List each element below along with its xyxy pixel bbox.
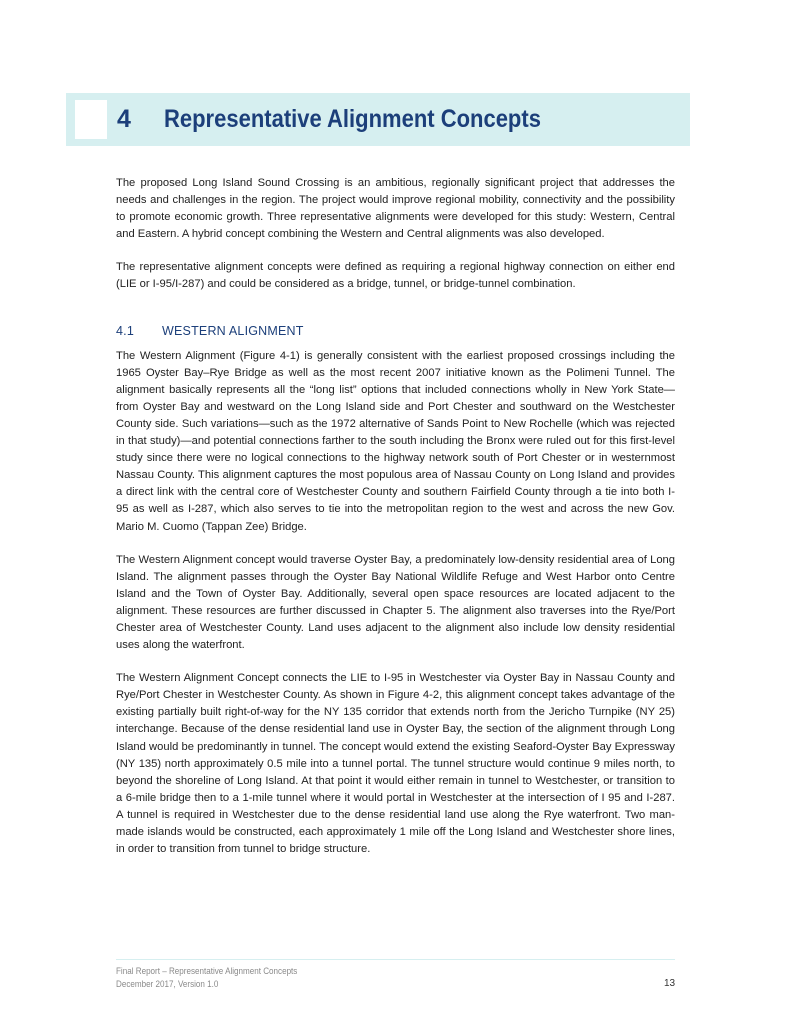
intro-paragraph-2: The representative alignment concepts were defined as requiring a regional highway connection on either end (LIE or I-95/I-287) and could be considered as a bridge, tunnel, or bridge-tunnel combination.: [116, 261, 675, 291]
chapter-title: Representative Alignment Concepts: [164, 105, 541, 133]
section-paragraph-1: The Western Alignment (Figure 4-1) is generally consistent with the earliest proposed crossings including the 1965 Oyster Bay–Rye Bridge as well as the most recent 2007 initiative known as the Polimeni Tunnel. The alignment basically represents all the “long list” options that included connections wholly in New York State—from Oyster Bay and westward on the Long Island side and Port Chester and southward on the Westchester County side. Such variations—such as the 1972 alternative of Sands Point to New Rochelle (which was rejected in that study)—and potential connections farther to the south including the Bronx were ruled out for this first-level study since there were no logical connections to the highway network south of Port Chester or in westernmost Nassau County. This alignment captures the most populous area of Nassau County on Long Island and provides a direct link with the central core of Westchester County and southern Fairfield County through a tie into both I-95 as well as I-287, which also serves to tie into the metropolitan region to the west and across the new Gov. Mario M. Cuomo (Tappan Zee) Bridge.: [116, 349, 675, 533]
footer-report-title: Final Report – Representative Alignment Concepts: [116, 966, 298, 977]
page-number: 13: [664, 978, 676, 989]
section-title: WESTERN ALIGNMENT: [162, 323, 304, 338]
footer-divider: [116, 959, 675, 960]
main-content: [116, 175, 675, 874]
section-paragraph-2: The Western Alignment concept would traverse Oyster Bay, a predominately low-density residential area of Long Island. The alignment passes through the Oyster Bay National Wildlife Refuge and West Harbor onto Centre Island and the Town of Oyster Bay. Additionally, several open space resources are located adjacent to the alignment. These resources are further discussed in Chapter 5. The alignment also traverses into the Rye/Port Chester area of Westchester County. Land uses adjacent to the alignment also include low density residential uses along the waterfront.: [116, 553, 675, 652]
chapter-marker-square: [75, 100, 107, 139]
section-number: 4.1: [116, 323, 134, 338]
section-paragraph-3: The Western Alignment Concept connects the LIE to I-95 in Westchester via Oyster Bay in Nassau County and Rye/Port Chester in Westchester County. As shown in Figure 4-2, this alignment concept takes advantage of the existing partially built right-of-way for the NY 135 corridor that extends north from the Jericho Turnpike (NY 25) interchange. Because of the dense residential land use in Oyster Bay, the section of the alignment through Long Island would be predominantly in tunnel. The concept would extend the existing Seaford-Oyster Bay Expressway (NY 135) north approximately 0.5 mile into a tunnel portal. The tunnel structure would continue 9 miles north, to beyond the shoreline of Long Island. At that point it would either remain in tunnel to Westchester, or transition to a 6-mile bridge then to a 1-mile tunnel where it would portal in Westchester at the intersection of I 95 and I-287. A tunnel is required in Westchester due to the dense residential land use along the Rye waterfront. Two man-made islands would be constructed, each approximately 1 mile off the Long Island and Westchester shore lines, in order to transition from tunnel to bridge structure.: [116, 672, 675, 856]
chapter-number: 4: [117, 105, 131, 133]
intro-paragraph-1: The proposed Long Island Sound Crossing is an ambitious, regionally significant project that addresses the needs and challenges in the region. The project would improve regional mobility, connectivity and the possibility to promote economic growth. Three representative alignments were developed for this study: Western, Central and Eastern. A hybrid concept combining the Western and Central alignments was also developed.: [116, 177, 675, 241]
section-heading: [116, 322, 675, 340]
footer-version: December 2017, Version 1.0: [116, 979, 219, 990]
